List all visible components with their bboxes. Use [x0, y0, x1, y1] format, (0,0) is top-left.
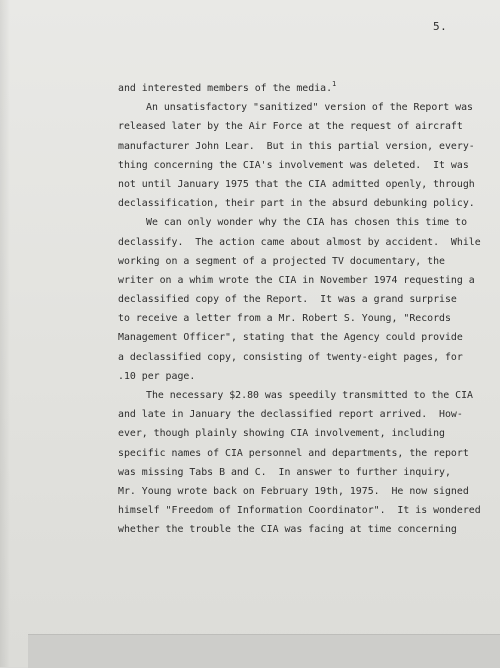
line-text: and interested members of the media.	[118, 83, 333, 94]
text-line	[118, 444, 468, 463]
line-text: thing concerning the CIA's involvement was deleted. It was	[118, 159, 469, 171]
line-text: himself "Freedom of Information Coordinator". It is wondered	[118, 505, 481, 517]
text-line	[118, 328, 468, 347]
text-line	[118, 482, 468, 501]
line-text: Management Officer", stating that the Agency could provide	[118, 332, 463, 344]
text-line	[118, 386, 473, 405]
line-text: was missing Tabs B and C. In answer to further inquiry,	[118, 466, 451, 478]
text-line	[118, 175, 475, 194]
text-line	[118, 271, 475, 290]
line-text: writer on a whim wrote the CIA in November 1974 requesting a	[118, 274, 475, 286]
text-line	[118, 194, 475, 213]
line-text: specific names of CIA personnel and departments, the report	[118, 447, 469, 459]
text-line	[118, 156, 468, 175]
text-line	[118, 348, 468, 367]
line-text: The necessary $2.80 was speedily transmitted to the CIA	[146, 390, 473, 401]
line-text: declassification, their part in the absurd debunking policy.	[118, 198, 475, 210]
line-text: An unsatisfactory "sanitized" version of the Report was	[146, 102, 473, 114]
text-line	[118, 520, 468, 539]
body-text	[118, 79, 481, 540]
line-text: to receive a letter from a Mr. Robert S. Young, "Records	[118, 313, 451, 325]
line-text: not until January 1975 that the CIA admitted openly, through	[118, 178, 475, 190]
line-text: a declassified copy, consisting of twenty-eight pages, for	[118, 351, 463, 363]
line-text: released later by the Air Force at the request of aircraft	[118, 121, 463, 133]
text-line	[118, 79, 468, 98]
line-text: ever, though plainly showing CIA involvement, including	[118, 428, 445, 440]
text-line	[118, 309, 468, 328]
line-text: declassify. The action came about almost by accident. While	[118, 236, 481, 248]
footnote-marker: 1	[332, 80, 337, 88]
text-line	[118, 501, 481, 520]
line-text: We can only wonder why the CIA has chosen this time to	[146, 217, 468, 229]
page-edge-shadow	[0, 0, 10, 667]
line-text: Mr. Young wrote back on February 19th, 1975. He now signed	[118, 485, 469, 497]
line-text: and late in January the declassified report arrived. How-	[118, 409, 463, 421]
text-line	[118, 233, 481, 252]
text-line	[118, 290, 468, 309]
text-line	[118, 98, 473, 117]
text-line	[118, 367, 468, 386]
text-line	[118, 405, 468, 424]
text-line	[118, 252, 468, 271]
text-line	[118, 137, 475, 156]
line-text: manufacturer John Lear. But in this partial version, every-	[118, 140, 475, 152]
text-line	[118, 117, 468, 136]
line-text: working on a segment of a projected TV documentary, the	[118, 255, 445, 267]
text-line	[118, 213, 468, 232]
text-line	[118, 463, 468, 482]
line-text: whether the trouble the CIA was facing at time concerning	[118, 524, 457, 536]
text-line	[118, 424, 468, 443]
line-text: .10 per page.	[118, 370, 196, 382]
scanner-bottom-edge	[28, 634, 500, 668]
line-text: declassified copy of the Report. It was a grand surprise	[118, 294, 457, 306]
page-number: 5.	[433, 20, 448, 33]
